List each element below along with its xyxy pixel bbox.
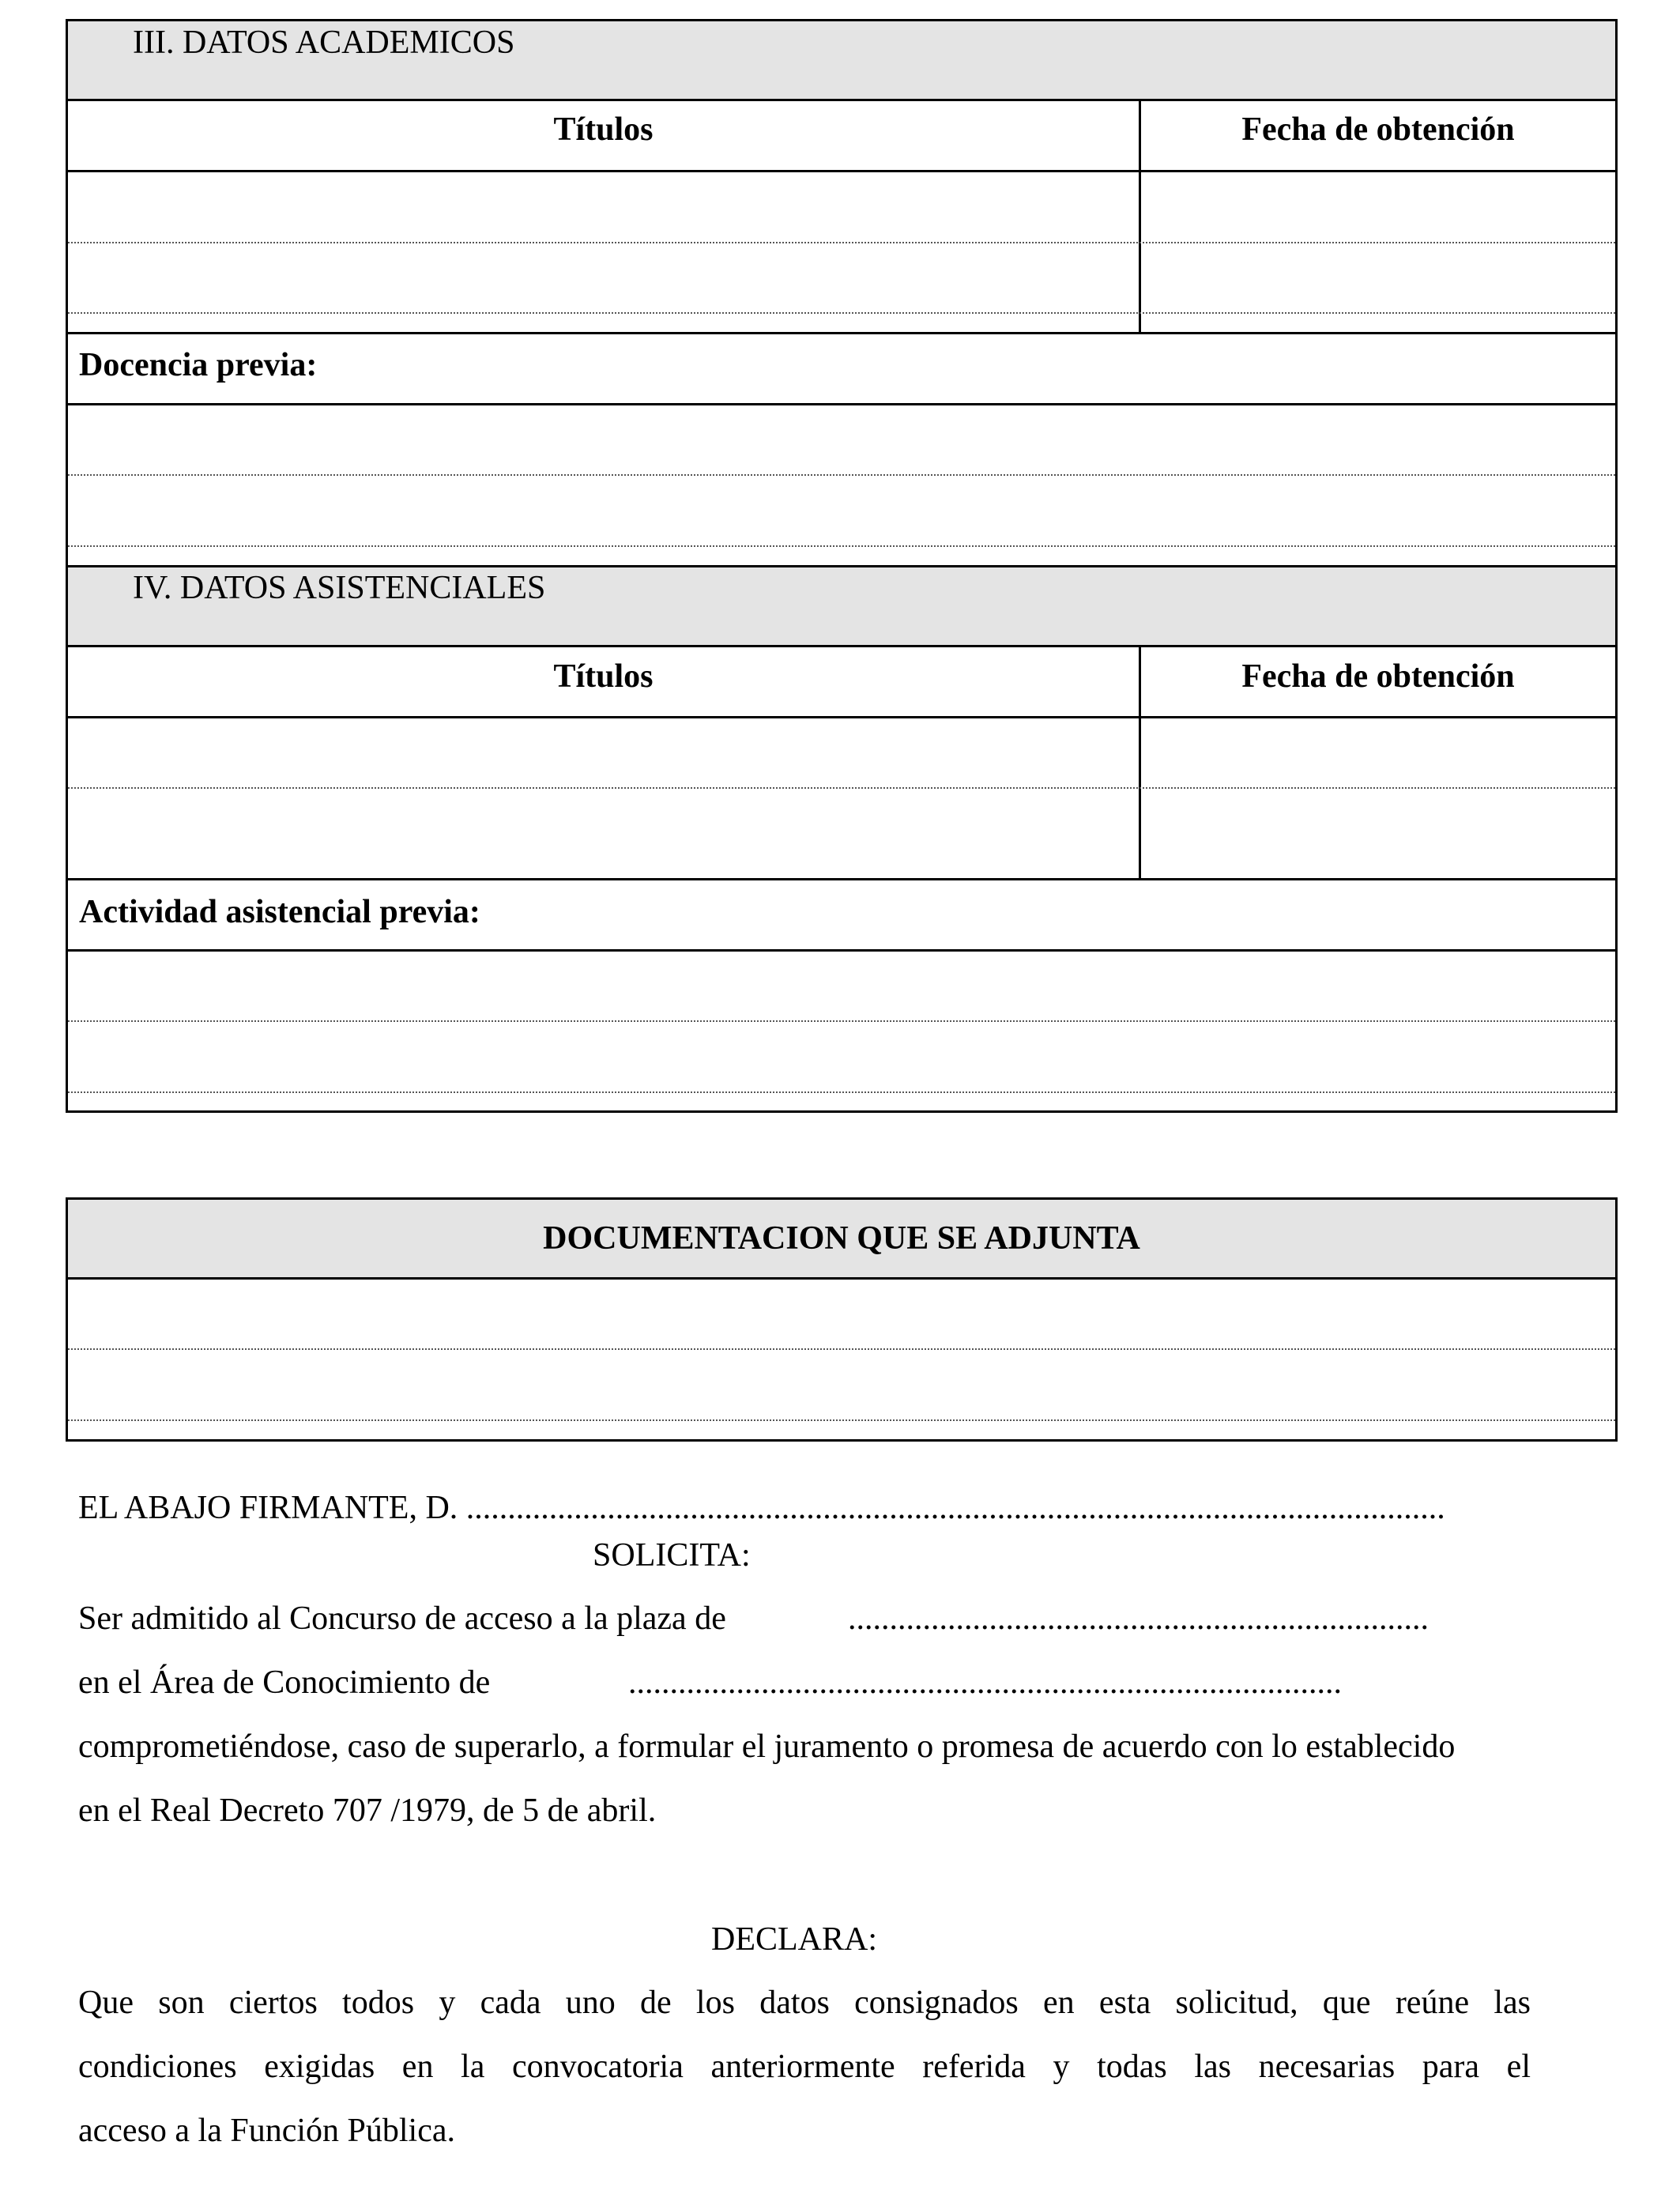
assistance-header-rule [66,716,1618,718]
academic-date-field-1[interactable] [1143,174,1614,240]
care-activity-row-line [68,1020,1615,1022]
requests-heading: SOLICITA: [593,1537,751,1574]
prior-care-activity-field-2[interactable] [70,1024,1614,1091]
prior-teaching-label: Docencia previa: [79,347,318,383]
academic-row-line [68,312,1615,314]
academic-row-line [68,242,1615,243]
assistance-title-field-2[interactable] [70,790,1136,876]
knowledge-area-field[interactable]: ...................................................................................... [628,1664,1342,1701]
teaching-row-line [68,474,1615,476]
academic-header-rule [66,170,1618,172]
documentation-row-line [68,1419,1615,1421]
assistance-date-field-1[interactable] [1143,720,1614,786]
documentation-field-1[interactable] [70,1281,1614,1348]
assistance-title-field-1[interactable] [70,720,1136,786]
position-field[interactable]: ...................................................................... [848,1600,1429,1637]
signer-line [78,1476,1445,1540]
documentation-row-line [68,1348,1615,1350]
academic-col-titles: Títulos [553,111,654,148]
signer-label: EL ABAJO FIRMANTE, D. [78,1490,458,1526]
academic-date-field-2[interactable] [1143,245,1614,311]
teaching-header-rule [66,403,1618,405]
declares-heading: DECLARA: [711,1921,877,1958]
assistance-col-titles: Títulos [553,658,654,695]
request-line-4: en el Real Decreto 707 /1979, de 5 de abril. [78,1793,657,1829]
request-line-1: Ser admitido al Concurso de acceso a la plaza de [78,1600,726,1637]
signer-name-field[interactable]: ...................................................................................................................... [465,1490,1445,1526]
documentation-field-2[interactable] [70,1352,1614,1419]
teaching-row-line [68,545,1615,547]
request-line-2: en el Área de Conocimiento de [78,1664,491,1701]
academic-title-field-2[interactable] [70,245,1136,311]
request-line-3: comprometiéndose, caso de superarlo, a formular el juramento o promesa de acuerdo con lo establecido [78,1728,1456,1765]
declaration-line-3: acceso a la Función Pública. [78,2113,456,2149]
documentation-title: DOCUMENTACION QUE SE ADJUNTA [543,1220,1140,1257]
prior-teaching-field-1[interactable] [70,407,1614,473]
declaration-line-1: Que son ciertos todos y cada uno de los datos consignados en esta solicitud, que reúne las [78,1985,1531,2021]
prior-teaching-field-2[interactable] [70,478,1614,545]
care-activity-row-line [68,1091,1615,1093]
academic-col-date: Fecha de obtención [1241,111,1515,148]
assistance-section-title: IV. DATOS ASISTENCIALES [133,570,546,606]
assistance-date-field-2[interactable] [1143,790,1614,876]
prior-care-activity-label: Actividad asistencial previa: [79,894,480,930]
assistance-col-date: Fecha de obtención [1241,658,1515,695]
academic-title-field-1[interactable] [70,174,1136,240]
academic-section-title: III. DATOS ACADEMICOS [133,25,515,61]
declaration-line-2: condiciones exigidas en la convocatoria anteriormente referida y todas las necesarias para el [78,2049,1531,2085]
assistance-row-line [68,787,1615,789]
care-activity-header-rule [66,949,1618,952]
prior-care-activity-field-1[interactable] [70,953,1614,1020]
